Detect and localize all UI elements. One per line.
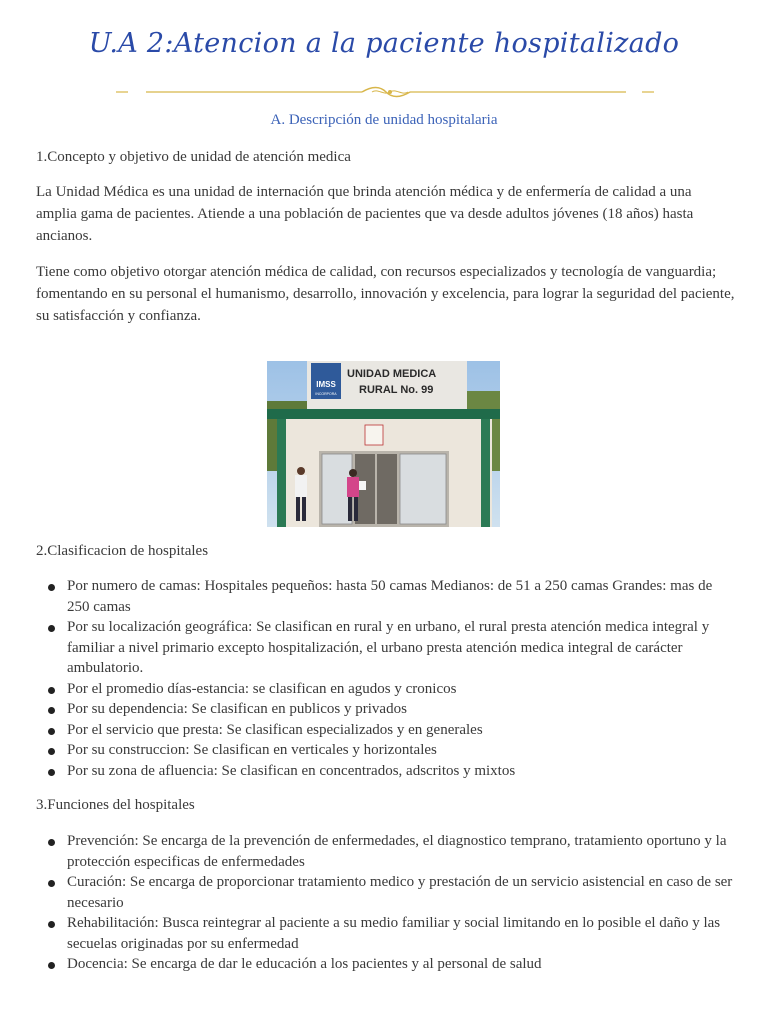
paragraph-definicion: La Unidad Médica es una unidad de internación que brinda atención médica y de enfermería de calidad a una amplia gama de pacientes. Atiende a una población de pacientes que va desde adultos jóvenes (18 años) hasta ancianos. [36, 184, 694, 244]
list-item: Por su localización geográfica: Se clasifican en rural y en urbano, el rural presta atención medica integral y familiar a nivel primario excepto hospitalización, el urbano presta atención medica integral de carácter ambulatorio. [36, 617, 736, 679]
hospital-photo [267, 361, 500, 527]
list-item: Docencia: Se encarga de dar le educación a los pacientes y al personal de salud [36, 954, 736, 975]
section-subtitle: A. Descripción de unidad hospitalaria [270, 112, 498, 128]
list-item: Por el promedio días-estancia: se clasifican en agudos y cronicos [36, 679, 736, 700]
sign-line-1: UNIDAD MEDICA [347, 368, 437, 380]
imss-logo-text: IMSS [316, 380, 336, 389]
list-item: Por numero de camas: Hospitales pequeños: hasta 50 camas Medianos: de 51 a 250 camas Grandes: mas de 250 camas [36, 576, 736, 617]
list-item: Por el servicio que presta: Se clasifican especializados y en generales [36, 720, 736, 741]
clasificacion-list [36, 576, 736, 781]
list-item: Rehabilitación: Busca reintegrar al paciente a su medio familiar y social limitando en lo posible el daño y las secuelas originadas por su enfermedad [36, 913, 736, 954]
heading-funciones: 3.Funciones del hospitales [36, 797, 195, 813]
list-item: Por su construccion: Se clasifican en verticales y horizontales [36, 740, 736, 761]
heading-clasificacion: 2.Clasificacion de hospitales [36, 543, 209, 559]
page-title: U.A 2:Atencion a la paciente hospitalizado [88, 28, 680, 59]
list-item: Prevención: Se encarga de la prevención de enfermedades, el diagnostico temprano, tratamiento oportuno y la protección especificas de enfermedades [36, 831, 736, 872]
paragraph-objetivo: Tiene como objetivo otorgar atención médica de calidad, con recursos especializados y tecnología de vanguardia; fomentando en su personal el humanismo, desarrollo, innovación y excelencia, para lograr la seguridad del paciente, su satisfacción y confianza. [36, 264, 735, 324]
list-item: Curación: Se encarga de proporcionar tratamiento medico y prestación de un servicio asistencial en caso de ser necesario [36, 872, 736, 913]
funciones-list [36, 831, 736, 975]
ornament-divider [110, 84, 670, 100]
list-item: Por su dependencia: Se clasifican en publicos y privados [36, 699, 736, 720]
sign-line-2: RURAL No. 99 [359, 384, 434, 396]
imss-logo-subtext: INCORPORA [315, 392, 337, 396]
heading-concepto: 1.Concepto y objetivo de unidad de atención medica [36, 149, 351, 165]
list-item: Por su zona de afluencia: Se clasifican en concentrados, adscritos y mixtos [36, 761, 736, 782]
